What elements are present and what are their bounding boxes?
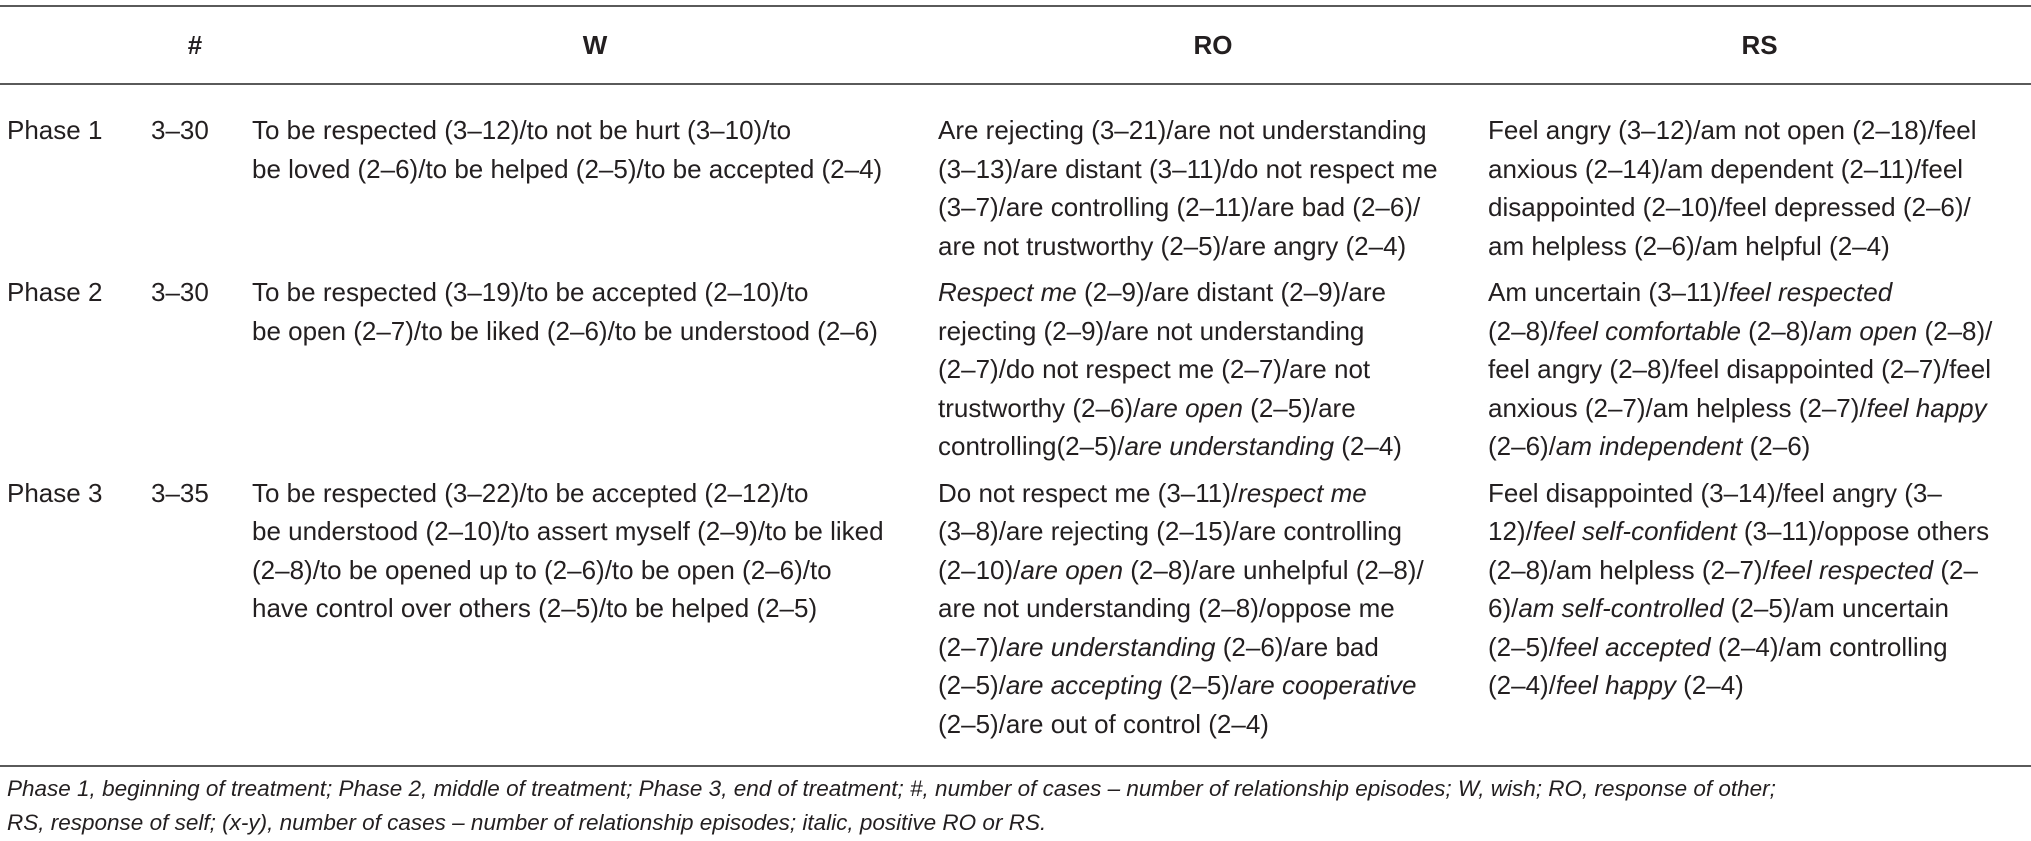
cell-text: (2–4): [1334, 431, 1402, 461]
header-wish: W: [252, 6, 938, 84]
response-of-self-cell: [1488, 466, 2031, 767]
wish-cell: [252, 265, 938, 466]
cell-text: (3–8)/are rejecting (2–15)/are controlling (2–10)/: [938, 516, 1402, 585]
cell-text: Feel disappointed (3–14)/feel angry (3– 12)/: [1488, 477, 1942, 546]
cell-text: To be respected (3–19)/to be accepted (2–10)/to be open (2–7)/to be liked (2–6)/to be understood (2–6): [252, 277, 878, 346]
cell-text: (2–6)/: [1488, 431, 1556, 461]
table-row: [0, 466, 2031, 767]
cell-text: (2–5)/are controlling(2–5)/: [938, 392, 1356, 461]
positive-response-text: are open: [1140, 392, 1243, 423]
positive-response-text: am independent: [1555, 431, 1743, 461]
cell-text: Feel angry (3–12)/am not open (2–18)/feel anxious (2–14)/am dependent (2–11)/feel disappointed (2–10)/feel depressed (2–6)/ am helpless (2–6)/am helpful (2–4): [1488, 115, 1977, 261]
positive-response-text: feel respected: [1769, 554, 1934, 585]
response-of-other-cell: [938, 265, 1488, 466]
header-response-of-self: RS: [1488, 6, 2031, 84]
response-of-self-cell: [1488, 265, 2031, 466]
cell-text: (2–8)/are unhelpful (2–8)/ are not understanding (2–8)/oppose me (2–7)/: [938, 554, 1424, 662]
cell-text: (2–6): [1742, 431, 1811, 461]
phase-label: Phase 1: [7, 115, 103, 145]
header-phase: [0, 6, 138, 84]
positive-response-text: are cooperative: [1237, 670, 1417, 700]
positive-response-text: are open: [1020, 554, 1124, 585]
cell-text: Am uncertain (3–11)/: [1488, 277, 1729, 307]
phase-label: Phase 2: [7, 277, 103, 307]
case-count: 3–35: [138, 466, 252, 767]
positive-response-text: feel accepted: [1555, 631, 1711, 662]
response-of-other-cell: [938, 84, 1488, 265]
cell-text: (2–5)/am uncertain (2–5)/: [1488, 593, 1949, 662]
header-response-of-other: RO: [938, 6, 1488, 84]
positive-response-text: feel happy: [1866, 392, 1987, 423]
positive-response-text: respect me: [1238, 477, 1367, 508]
positive-response-text: are accepting: [1005, 670, 1163, 700]
cell-text: (2–4)/am controlling (2–4)/: [1488, 631, 1948, 700]
cell-text: (2–4): [1675, 670, 1744, 700]
cell-text: (3–11)/oppose others (2–8)/am helpless (2–7)/: [1488, 516, 1990, 585]
positive-response-text: Respect me: [938, 277, 1077, 307]
case-count: 3–30: [151, 277, 209, 307]
positive-response-text: are understanding: [1005, 631, 1216, 662]
cell-text: (2–6)/are bad (2–5)/: [938, 631, 1379, 700]
header-number: #: [138, 6, 252, 84]
response-of-self-cell: [1488, 84, 2031, 265]
case-count: 3–30: [151, 115, 209, 145]
positive-response-text: am open: [1816, 315, 1918, 346]
wish-cell: [252, 466, 938, 767]
cell-text: (2– 6)/: [1488, 554, 1978, 623]
cell-text: To be respected (3–22)/to be accepted (2–12)/to be understood (2–10)/to assert myself (2–9)/to be liked (2–8)/to be opened up to (2–6)/to be open (2–6)/to have control over others (2–5)/to be helped (2–5): [252, 477, 884, 623]
cell-text: Do not respect me (3–11)/: [938, 477, 1239, 508]
cell-text: (2–5)/: [1162, 670, 1238, 700]
table-row: [0, 84, 2031, 265]
cell-text: Are rejecting (3–21)/are not understanding (3–13)/are distant (3–11)/do not respect me (3–7)/are controlling (2–11)/are bad (2–6)/ are not trustworthy (2–5)/are angry (2–4): [938, 115, 1438, 261]
positive-response-text: feel happy: [1555, 670, 1676, 700]
header-row: [0, 6, 2031, 84]
positive-response-text: are understanding: [1124, 431, 1335, 461]
wish-cell: [252, 84, 938, 265]
phase-label: Phase 3: [0, 466, 138, 767]
positive-response-text: feel respected: [1728, 277, 1893, 307]
cell-text: (2–8)/ feel angry (2–8)/feel disappointed (2–7)/feel anxious (2–7)/am helpless (2–7)/: [1488, 315, 1993, 423]
positive-response-text: am self-controlled: [1518, 593, 1724, 623]
positive-response-text: feel self-confident: [1532, 516, 1737, 546]
cell-text: (2–5)/are out of control (2–4): [938, 708, 1269, 739]
positive-response-text: feel comfortable: [1555, 315, 1741, 346]
response-of-other-cell: [938, 466, 1488, 767]
cell-text: (2–8)/: [1740, 315, 1817, 346]
results-table: [0, 5, 2031, 767]
cell-text: (2–9)/are distant (2–9)/are rejecting (2–9)/are not understanding (2–7)/do not respect me (2–7)/are not trustworthy (2–6)/: [938, 277, 1387, 423]
table-row: [0, 265, 2031, 466]
cell-text: To be respected (3–12)/to not be hurt (3–10)/to be loved (2–6)/to be helped (2–5)/to be accepted (2–4): [252, 115, 883, 184]
cell-text: (2–8)/: [1488, 315, 1556, 346]
table-footnote: Phase 1, beginning of treatment; Phase 2, middle of treatment; Phase 3, end of treatment; #, number of cases – number of relationship episodes; W, wish; RO, response of other; RS, response of self; (x-y), number of cases – number of relationship episodes; italic, positive RO or RS.: [7, 776, 1776, 835]
